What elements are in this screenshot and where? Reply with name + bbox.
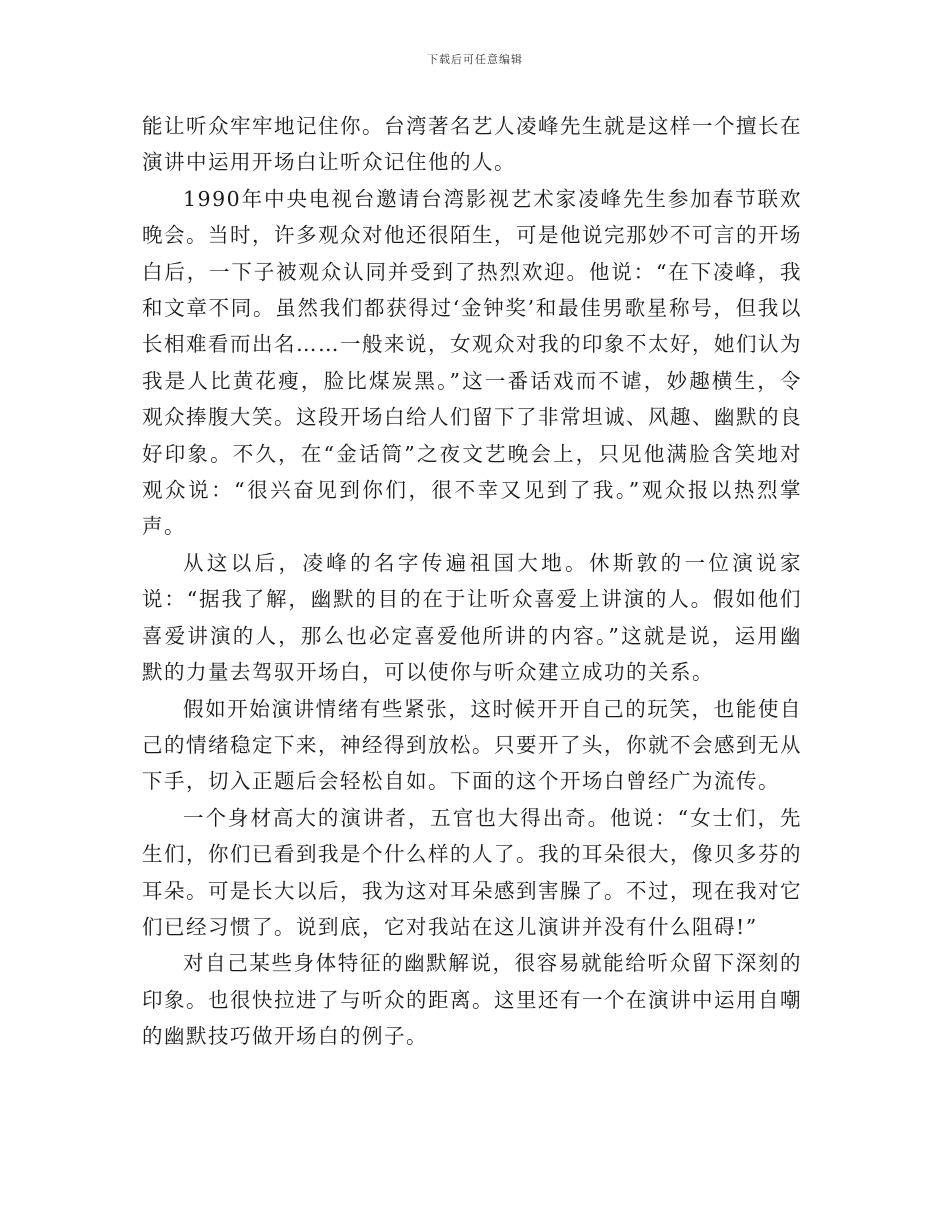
paragraph-4: 假如开始演讲情绪有些紧张，这时候开开自己的玩笑，也能使自己的情绪稳定下来，神经得到放松。只要开了头，你就不会感到无从下手，切入正题后会轻松自如。下面的这个开场白曾经广为流传。 <box>142 696 802 794</box>
paragraph-2: 1990年中央电视台邀请台湾影视艺术家凌峰先生参加春节联欢晚会。当时，许多观众对他还很陌生，可是他说完那妙不可言的开场白后，一下子被观众认同并受到了热烈欢迎。他说：“在下凌峰，我和文章不同。虽然我们都获得过‘金钟奖’和最佳男歌星称号，但我以长相难看而出名……一般来说，女观众对我的印象不太好，她们认为我是人比黄花瘦，脸比煤炭黑。”这一番话戏而不谑，妙趣横生，令观众捧腹大笑。这段开场白给人们留下了非常坦诚、风趣、幽默的良好印象。不久，在“金话筒”之夜文艺晚会上，只见他满脸含笑地对观众说：“很兴奋见到你们，很不幸又见到了我。”观众报以热烈掌声。 <box>142 186 802 539</box>
paragraph-6: 对自己某些身体特征的幽默解说，很容易就能给听众留下深刻的印象。也很快拉进了与听众的距离。这里还有一个在演讲中运用自嘲的幽默技巧做开场白的例子。 <box>142 951 802 1049</box>
paragraph-1: 能让听众牢牢地记住你。台湾著名艺人凌峰先生就是这样一个擅长在演讲中运用开场白让听众记住他的人。 <box>142 114 802 175</box>
paragraph-3: 从这以后，凌峰的名字传遍祖国大地。休斯敦的一位演说家说：“据我了解，幽默的目的在于让听众喜爱上讲演的人。假如他们喜爱讲演的人，那么也必定喜爱他所讲的内容。”这就是说，运用幽默的力量去驾驭开场白，可以使你与听众建立成功的关系。 <box>142 550 802 685</box>
paragraph-5: 一个身材高大的演讲者，五官也大得出奇。他说：“女士们，先生们，你们已看到我是个什么样的人了。我的耳朵很大，像贝多芬的耳朵。可是长大以后，我为这对耳朵感到害臊了。不过，现在我对它们已经习惯了。说到底，它对我站在这儿演讲并没有什么阻碍!” <box>142 805 802 939</box>
document-body <box>142 108 802 1055</box>
page-header-note: 下载后可任意编辑 <box>427 53 523 66</box>
